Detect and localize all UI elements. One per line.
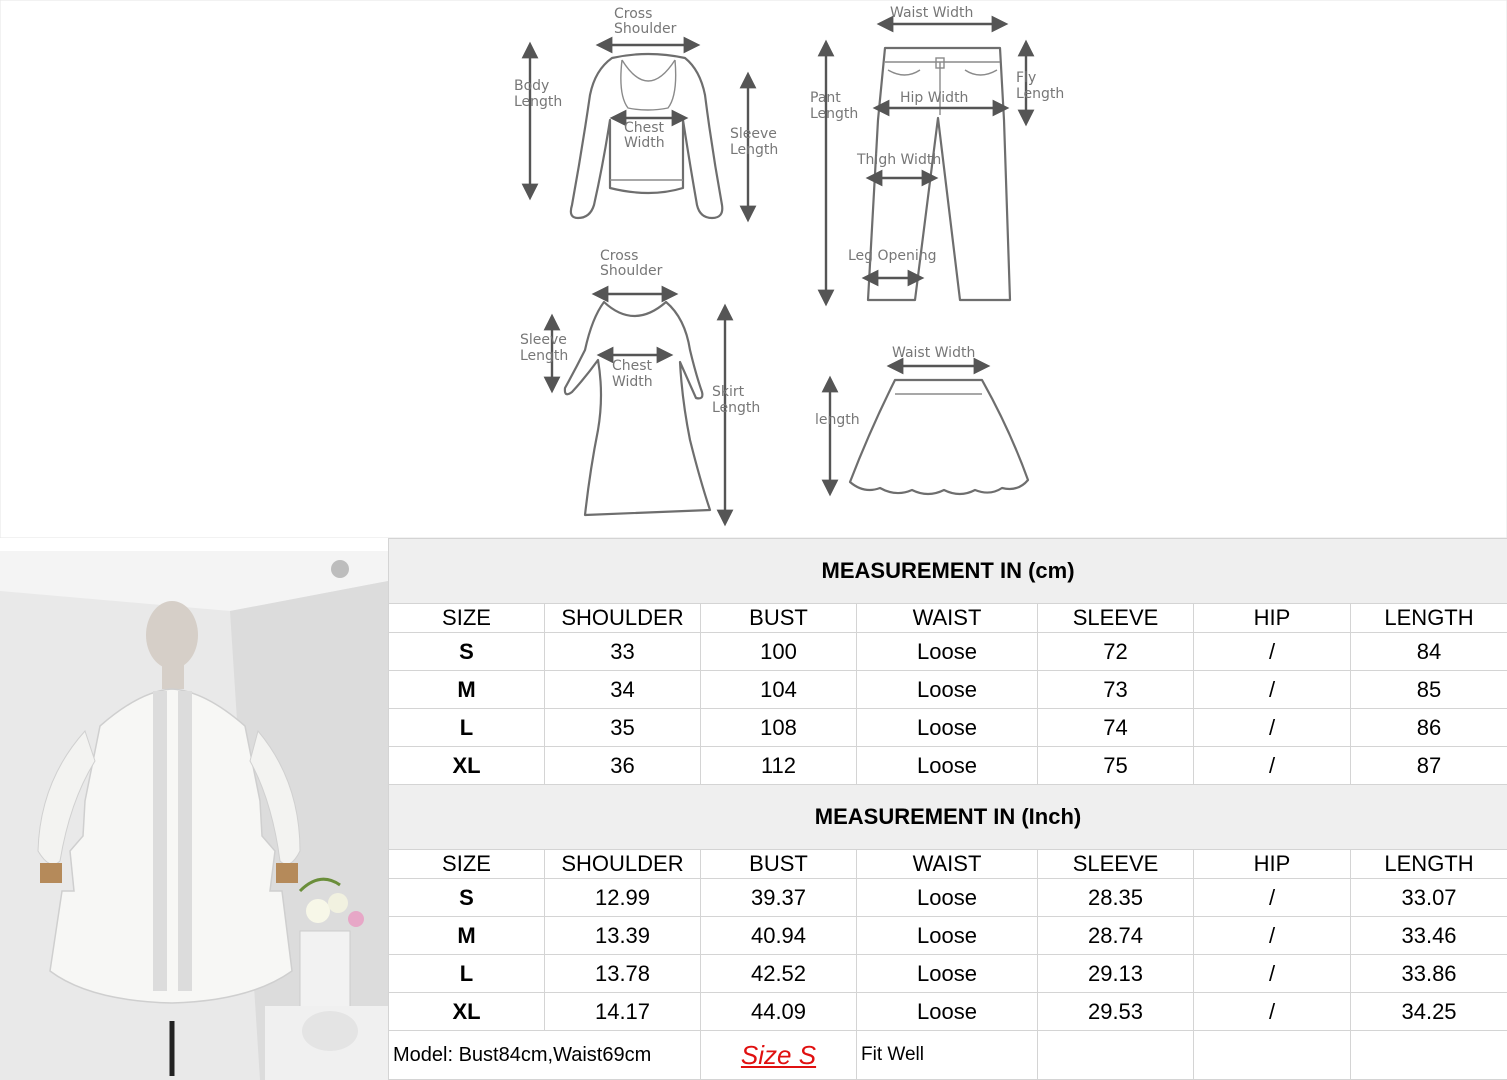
- inch-section-title: MEASUREMENT IN (Inch): [389, 785, 1507, 850]
- skirt-length-label: length: [815, 412, 860, 428]
- table-cell: 104: [701, 671, 857, 709]
- table-cell: 12.99: [545, 879, 701, 917]
- table-cell: 33.07: [1351, 879, 1507, 917]
- table-row: [389, 709, 1507, 747]
- table-cell: 73: [1038, 671, 1194, 709]
- table-cell: /: [1194, 633, 1351, 671]
- size-cell: L: [389, 955, 545, 993]
- table-cell: 86: [1351, 709, 1507, 747]
- table-cell: 72: [1038, 633, 1194, 671]
- empty-cell: [1351, 1031, 1507, 1080]
- column-header: SIZE: [389, 850, 545, 879]
- table-cell: Loose: [857, 917, 1038, 955]
- table-cell: 14.17: [545, 993, 701, 1031]
- table-cell: /: [1194, 879, 1351, 917]
- dress-cross-shoulder-label: Cross Shoulder: [600, 248, 663, 279]
- table-cell: 42.52: [701, 955, 857, 993]
- table-cell: 87: [1351, 747, 1507, 785]
- pants-fly-length-label: Fly Length: [1016, 70, 1065, 102]
- column-header: BUST: [701, 850, 857, 879]
- cm-section-title: MEASUREMENT IN (cm): [389, 539, 1507, 604]
- column-header: LENGTH: [1351, 850, 1507, 879]
- model-measurements: Model: Bust84cm,Waist69cm: [389, 1031, 701, 1080]
- pants-thigh-width-label: Thigh Width: [857, 152, 942, 168]
- table-cell: 13.39: [545, 917, 701, 955]
- table-row: [389, 917, 1507, 955]
- size-chart-table: [388, 538, 1507, 1080]
- table-cell: /: [1194, 993, 1351, 1031]
- inch-header-row: [389, 850, 1507, 879]
- column-header: WAIST: [857, 604, 1038, 633]
- column-header: SLEEVE: [1038, 604, 1194, 633]
- empty-cell: [1194, 1031, 1351, 1080]
- column-header: SHOULDER: [545, 850, 701, 879]
- table-cell: 39.37: [701, 879, 857, 917]
- dress-sleeve-length-label: Sleeve Length: [520, 332, 569, 364]
- table-cell: Loose: [857, 879, 1038, 917]
- size-cell: M: [389, 917, 545, 955]
- table-cell: Loose: [857, 747, 1038, 785]
- table-cell: 33: [545, 633, 701, 671]
- cm-section-row: [389, 539, 1507, 604]
- dress-skirt-length-label: Skirt Length: [712, 384, 761, 416]
- table-cell: /: [1194, 917, 1351, 955]
- size-cell: S: [389, 879, 545, 917]
- column-header: SIZE: [389, 604, 545, 633]
- table-cell: /: [1194, 709, 1351, 747]
- pants-leg-opening-label: Leg Opening: [848, 248, 937, 264]
- top-sleeve-length-label: Sleeve Length: [730, 126, 779, 158]
- table-cell: 34: [545, 671, 701, 709]
- table-cell: /: [1194, 671, 1351, 709]
- table-cell: 85: [1351, 671, 1507, 709]
- table-row: [389, 993, 1507, 1031]
- column-header: LENGTH: [1351, 604, 1507, 633]
- table-row: [389, 633, 1507, 671]
- table-cell: 33.86: [1351, 955, 1507, 993]
- column-header: SHOULDER: [545, 604, 701, 633]
- table-row: [389, 671, 1507, 709]
- table-cell: 112: [701, 747, 857, 785]
- table-cell: Loose: [857, 633, 1038, 671]
- table-cell: 36: [545, 747, 701, 785]
- pants-hip-width-label: Hip Width: [900, 90, 969, 106]
- size-cell: M: [389, 671, 545, 709]
- top-cross-shoulder-label: Cross Shoulder: [614, 6, 677, 37]
- table-cell: 44.09: [701, 993, 857, 1031]
- table-cell: Loose: [857, 955, 1038, 993]
- table-cell: 108: [701, 709, 857, 747]
- table-cell: 40.94: [701, 917, 857, 955]
- size-cell: L: [389, 709, 545, 747]
- top-chest-width-label: Chest Width: [624, 120, 665, 151]
- skirt-waist-width-label: Waist Width: [892, 345, 976, 361]
- table-cell: 33.46: [1351, 917, 1507, 955]
- top-body-length-label: Body Length: [514, 78, 563, 110]
- table-row: [389, 747, 1507, 785]
- table-cell: /: [1194, 955, 1351, 993]
- size-cell: S: [389, 633, 545, 671]
- inch-section-row: [389, 785, 1507, 850]
- table-cell: /: [1194, 747, 1351, 785]
- size-cell: XL: [389, 993, 545, 1031]
- model-size: Size S: [701, 1031, 857, 1080]
- table-cell: 35: [545, 709, 701, 747]
- pants-waist-width-label: Waist Width: [890, 5, 974, 21]
- column-header: BUST: [701, 604, 857, 633]
- table-cell: 29.13: [1038, 955, 1194, 993]
- table-cell: 75: [1038, 747, 1194, 785]
- table-cell: 74: [1038, 709, 1194, 747]
- model-info-row: [389, 1031, 1507, 1080]
- table-cell: 13.78: [545, 955, 701, 993]
- dress-chest-width-label: Chest Width: [612, 358, 653, 390]
- table-cell: Loose: [857, 709, 1038, 747]
- table-cell: 100: [701, 633, 857, 671]
- table-cell: Loose: [857, 671, 1038, 709]
- table-cell: 84: [1351, 633, 1507, 671]
- column-header: WAIST: [857, 850, 1038, 879]
- empty-cell: [1038, 1031, 1194, 1080]
- table-cell: 28.35: [1038, 879, 1194, 917]
- table-row: [389, 879, 1507, 917]
- measurement-diagram: [0, 0, 1507, 538]
- column-header: HIP: [1194, 850, 1351, 879]
- column-header: HIP: [1194, 604, 1351, 633]
- fit-note: Fit Well: [857, 1031, 1038, 1080]
- cm-header-row: [389, 604, 1507, 633]
- pants-pant-length-label: Pant Length: [810, 90, 859, 122]
- table-cell: Loose: [857, 993, 1038, 1031]
- column-header: SLEEVE: [1038, 850, 1194, 879]
- table-row: [389, 955, 1507, 993]
- table-cell: 29.53: [1038, 993, 1194, 1031]
- table-cell: 34.25: [1351, 993, 1507, 1031]
- product-photo: [0, 551, 388, 1080]
- size-cell: XL: [389, 747, 545, 785]
- table-cell: 28.74: [1038, 917, 1194, 955]
